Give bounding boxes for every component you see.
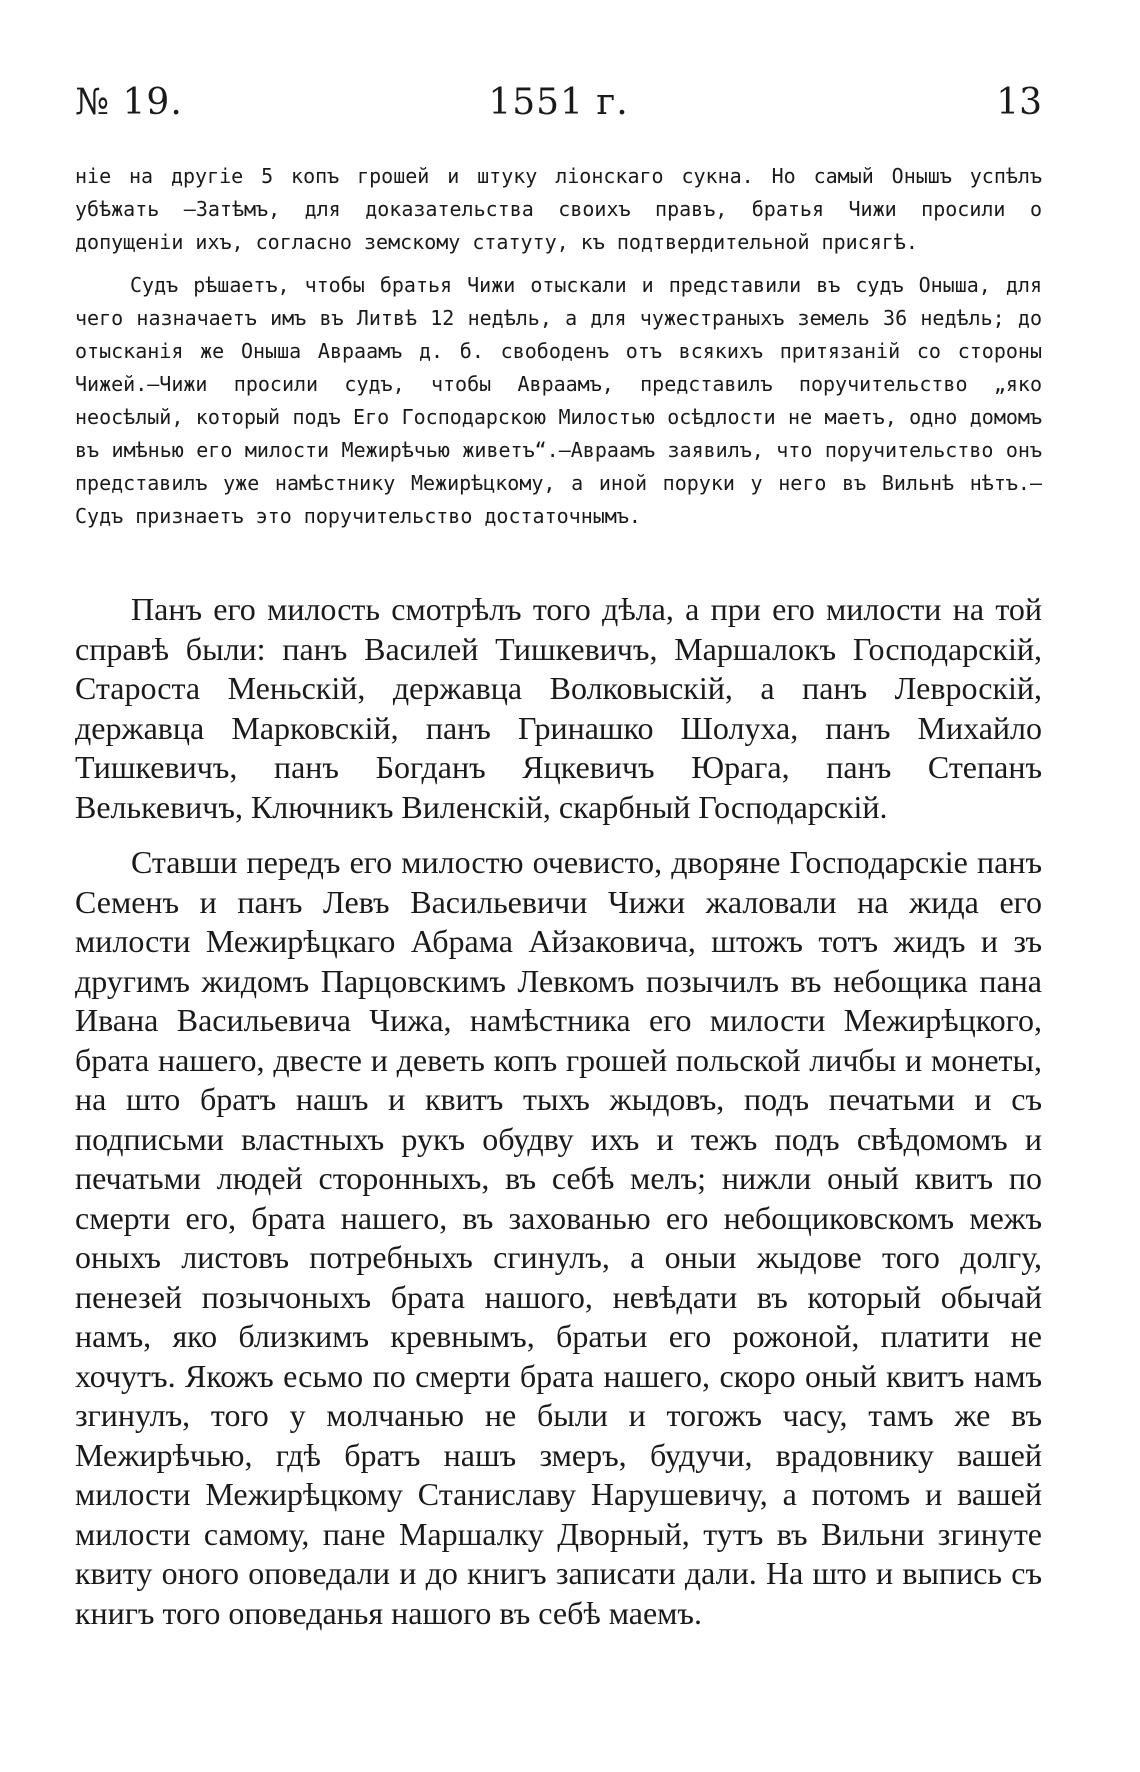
summary-paragraph: Судъ рѣшаетъ, чтобы братья Чижи отыскали и представили въ судъ Оныша, для чего назначаетъ имъ въ Литвѣ 12 недѣль, а для чужестраныхъ земель 36 недѣль; до отысканія же Оныша Авраамъ д. б. свободенъ отъ всякихъ притязаній со стороны Чижей.—Чижи просили судъ, чтобы Авраамъ, представилъ поручительство „яко неосѣлый, который подъ Его Господарскою Милостью осѣдлости не маетъ, одно домомъ въ имѣнью его милости Межирѣчью живетъ“.—Авраамъ заявилъ, что поручительство онъ представилъ уже намѣстнику Межирѣцкому, а иной поруки у него въ Вильнѣ нѣтъ.—Судъ признаетъ это поручительство достаточнымъ. xyxy=(75,273,1042,528)
body-paragraph: Ставши передъ его милостю очевисто, дворяне Господарскіе панъ Семенъ и панъ Левъ Васильевичи Чижи жаловали на жида его милости Межирѣцкаго Абрама Айзаковича, штожъ тотъ жидъ и зъ другимъ жидомъ Парцовскимъ Левкомъ позычилъ въ небощика пана Ивана Васильевича Чижа, намѣстника его милости Межирѣцкого, брата нашего, двесте и деветь копъ грошей польской личбы и монеты, на што братъ нашъ и квитъ тыхъ жыдовъ, подъ печатьми и съ подписьми властныхъ рукъ обудву ихъ и тежъ подъ свѣдомомъ и печатьми людей сторонныхъ, въ себѣ мелъ; нижли оный квитъ по смерти его, брата нашего, въ захованью его небощиковскомъ межъ оныхъ листовъ потребныхъ сгинулъ, а оныи жыдове того долгу, пенезей позычоныхъ брата нашого, невѣдати въ который обычай намъ, яко близкимъ кревнымъ, братьи его рожоной, платити не хочутъ. Якожъ есьмо по смерти брата нашего, скоро оный квитъ намъ згинулъ, того у молчанью не были и тогожъ часу, тамъ же въ Межирѣчью, гдѣ братъ нашъ змеръ, будучи, врадовнику вашей милости Межирѣцкому Станиславу Нарушевичу, а потомъ и вашей милости самому, пане Маршалку Дворный, тутъ въ Вильни згинуте квиту оного оповедали и до книгъ записати дали. На што и выпись съ книгъ того оповеданья нашого въ себѣ маемъ. xyxy=(75,844,1042,1631)
summary-paragraph: ніе на другіе 5 копъ грошей и штуку ліонскаго сукна. Но самый Онышъ успѣлъ убѣжать —Затѣмъ, для доказательства своихъ правъ, братья Чижи просили о допущеніи ихъ, согласно земскому статуту, къ подтвердительной присягѣ. xyxy=(75,164,1042,254)
document-number: № 19. xyxy=(75,82,183,123)
document-year: 1551 г. xyxy=(488,82,629,123)
body-paragraph: Панъ его милость смотрѣлъ того дѣла, а при его милости на той справѣ были: панъ Василей Тишкевичъ, Маршалокъ Господарскій, Староста Меньскій, державца Волковыскій, а панъ Левроскій, державца Марковскій, панъ Гринашко Шолуха, панъ Михайло Тишкевичъ, панъ Богданъ Яцкевичъ Юрага, панъ Степанъ Велькевичъ, Ключникъ Виленскій, скарбный Господарскій. xyxy=(75,591,1042,825)
summary-block xyxy=(75,160,1042,543)
page-header xyxy=(75,82,1042,134)
main-text-block xyxy=(75,590,1042,1649)
page-number: 13 xyxy=(996,82,1042,123)
